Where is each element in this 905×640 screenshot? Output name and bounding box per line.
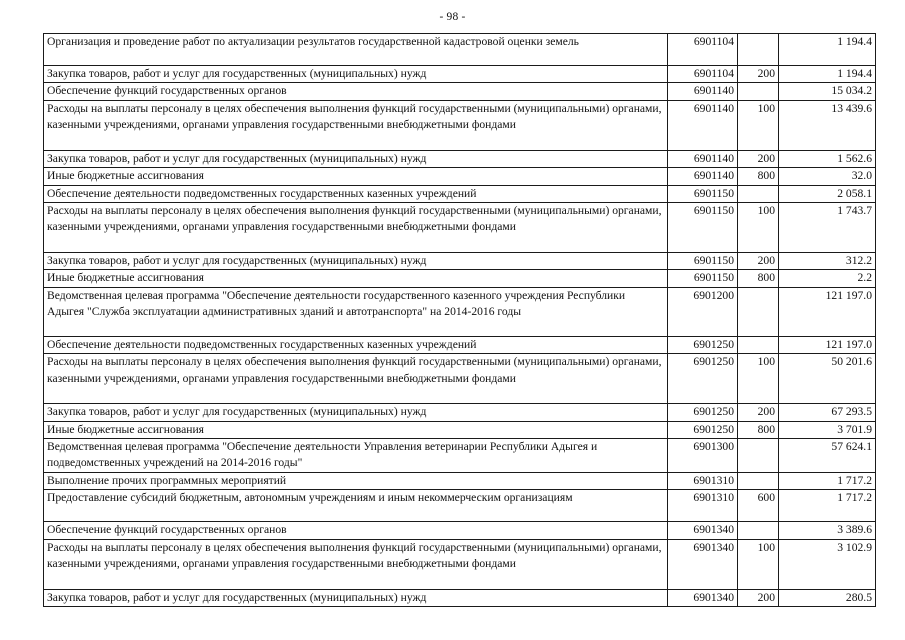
row-type-cell xyxy=(738,522,779,539)
table-row xyxy=(44,83,876,100)
row-type-cell: 200 xyxy=(738,589,779,606)
row-name-cell: Обеспечение деятельности подведомственных государственных казенных учреждений xyxy=(44,336,668,353)
row-code-cell: 6901250 xyxy=(668,404,738,421)
row-amount-cell: 57 624.1 xyxy=(779,439,876,473)
row-type-cell: 100 xyxy=(738,539,779,589)
row-amount-cell: 3 389.6 xyxy=(779,522,876,539)
row-name-cell: Ведомственная целевая программа "Обеспечение деятельности Управления ветеринарии Республики Адыгея и подведомственных учреждений на 2014-2016 годы" xyxy=(44,439,668,473)
row-code-cell: 6901150 xyxy=(668,185,738,202)
row-code-cell: 6901104 xyxy=(668,66,738,83)
row-name-cell: Закупка товаров, работ и услуг для государственных (муниципальных) нужд xyxy=(44,150,668,167)
row-amount-cell: 2.2 xyxy=(779,270,876,287)
row-name-cell: Расходы на выплаты персоналу в целях обеспечения выполнения функций государственными (муниципальными) органами, казенными учреждениями, органами управления государственными внебюджетными фондами xyxy=(44,354,668,404)
row-code-cell: 6901140 xyxy=(668,100,738,150)
row-amount-cell: 280.5 xyxy=(779,589,876,606)
row-amount-cell: 3 102.9 xyxy=(779,539,876,589)
row-code-cell: 6901340 xyxy=(668,522,738,539)
row-name-cell: Закупка товаров, работ и услуг для государственных (муниципальных) нужд xyxy=(44,66,668,83)
table-row xyxy=(44,421,876,438)
row-code-cell: 6901200 xyxy=(668,287,738,336)
row-name-cell: Расходы на выплаты персоналу в целях обеспечения выполнения функций государственными (муниципальными) органами, казенными учреждениями, органами управления государственными внебюджетными фондами xyxy=(44,539,668,589)
row-name-cell: Расходы на выплаты персоналу в целях обеспечения выполнения функций государственными (муниципальными) органами, казенными учреждениями, органами управления государственными внебюджетными фондами xyxy=(44,203,668,253)
table-row xyxy=(44,100,876,150)
row-amount-cell: 1 743.7 xyxy=(779,203,876,253)
table-row xyxy=(44,253,876,270)
row-type-cell: 800 xyxy=(738,270,779,287)
row-name-cell: Закупка товаров, работ и услуг для государственных (муниципальных) нужд xyxy=(44,589,668,606)
row-name-cell: Закупка товаров, работ и услуг для государственных (муниципальных) нужд xyxy=(44,404,668,421)
table-row xyxy=(44,404,876,421)
row-amount-cell: 312.2 xyxy=(779,253,876,270)
row-type-cell: 100 xyxy=(738,100,779,150)
row-name-cell: Предоставление субсидий бюджетным, автономным учреждениям и иным некоммерческим организациям xyxy=(44,490,668,522)
row-code-cell: 6901250 xyxy=(668,421,738,438)
row-type-cell xyxy=(738,439,779,473)
table-row xyxy=(44,168,876,185)
row-code-cell: 6901150 xyxy=(668,203,738,253)
row-type-cell xyxy=(738,287,779,336)
row-amount-cell: 121 197.0 xyxy=(779,336,876,353)
row-name-cell: Иные бюджетные ассигнования xyxy=(44,168,668,185)
table-row xyxy=(44,185,876,202)
table-row xyxy=(44,589,876,606)
row-name-cell: Обеспечение функций государственных органов xyxy=(44,83,668,100)
row-type-cell: 200 xyxy=(738,253,779,270)
row-amount-cell: 13 439.6 xyxy=(779,100,876,150)
table-row xyxy=(44,522,876,539)
table-row xyxy=(44,439,876,473)
page-number: - 98 - xyxy=(439,11,466,23)
row-code-cell: 6901140 xyxy=(668,83,738,100)
row-code-cell: 6901340 xyxy=(668,539,738,589)
row-name-cell: Ведомственная целевая программа "Обеспечение деятельности государственного казенного учреждения Республики Адыгея "Служба эксплуатации административных зданий и автотранспорта" на 2014-2016 годы xyxy=(44,287,668,336)
table-row xyxy=(44,203,876,253)
row-amount-cell: 1 562.6 xyxy=(779,150,876,167)
row-code-cell: 6901150 xyxy=(668,270,738,287)
row-amount-cell: 50 201.6 xyxy=(779,354,876,404)
row-code-cell: 6901300 xyxy=(668,439,738,473)
row-amount-cell: 3 701.9 xyxy=(779,421,876,438)
row-amount-cell: 1 717.2 xyxy=(779,473,876,490)
row-code-cell: 6901310 xyxy=(668,490,738,522)
table-row xyxy=(44,354,876,404)
row-type-cell: 100 xyxy=(738,354,779,404)
row-type-cell: 800 xyxy=(738,421,779,438)
budget-table-body xyxy=(44,34,876,607)
row-name-cell: Обеспечение деятельности подведомственных государственных казенных учреждений xyxy=(44,185,668,202)
table-row xyxy=(44,150,876,167)
row-type-cell: 800 xyxy=(738,168,779,185)
row-code-cell: 6901250 xyxy=(668,354,738,404)
row-amount-cell: 2 058.1 xyxy=(779,185,876,202)
row-type-cell: 200 xyxy=(738,66,779,83)
row-name-cell: Выполнение прочих программных мероприятий xyxy=(44,473,668,490)
table-row xyxy=(44,539,876,589)
budget-table xyxy=(43,33,876,607)
row-type-cell xyxy=(738,336,779,353)
table-row xyxy=(44,66,876,83)
row-code-cell: 6901104 xyxy=(668,34,738,66)
row-code-cell: 6901140 xyxy=(668,168,738,185)
row-type-cell xyxy=(738,34,779,66)
table-row xyxy=(44,34,876,66)
row-type-cell: 100 xyxy=(738,203,779,253)
row-type-cell xyxy=(738,185,779,202)
row-type-cell xyxy=(738,473,779,490)
row-name-cell: Обеспечение функций государственных органов xyxy=(44,522,668,539)
row-type-cell: 600 xyxy=(738,490,779,522)
row-name-cell: Закупка товаров, работ и услуг для государственных (муниципальных) нужд xyxy=(44,253,668,270)
row-amount-cell: 121 197.0 xyxy=(779,287,876,336)
row-type-cell xyxy=(738,83,779,100)
table-row xyxy=(44,490,876,522)
row-code-cell: 6901140 xyxy=(668,150,738,167)
table-row xyxy=(44,336,876,353)
table-row xyxy=(44,270,876,287)
row-amount-cell: 32.0 xyxy=(779,168,876,185)
row-code-cell: 6901250 xyxy=(668,336,738,353)
row-name-cell: Организация и проведение работ по актуализации результатов государственной кадастровой оценки земель xyxy=(44,34,668,66)
row-name-cell: Иные бюджетные ассигнования xyxy=(44,421,668,438)
row-amount-cell: 1 194.4 xyxy=(779,34,876,66)
row-code-cell: 6901340 xyxy=(668,589,738,606)
row-name-cell: Иные бюджетные ассигнования xyxy=(44,270,668,287)
row-code-cell: 6901150 xyxy=(668,253,738,270)
row-amount-cell: 67 293.5 xyxy=(779,404,876,421)
row-amount-cell: 1 717.2 xyxy=(779,490,876,522)
row-amount-cell: 15 034.2 xyxy=(779,83,876,100)
table-row xyxy=(44,473,876,490)
row-type-cell: 200 xyxy=(738,150,779,167)
row-name-cell: Расходы на выплаты персоналу в целях обеспечения выполнения функций государственными (муниципальными) органами, казенными учреждениями, органами управления государственными внебюджетными фондами xyxy=(44,100,668,150)
row-type-cell: 200 xyxy=(738,404,779,421)
table-row xyxy=(44,287,876,336)
row-amount-cell: 1 194.4 xyxy=(779,66,876,83)
row-code-cell: 6901310 xyxy=(668,473,738,490)
